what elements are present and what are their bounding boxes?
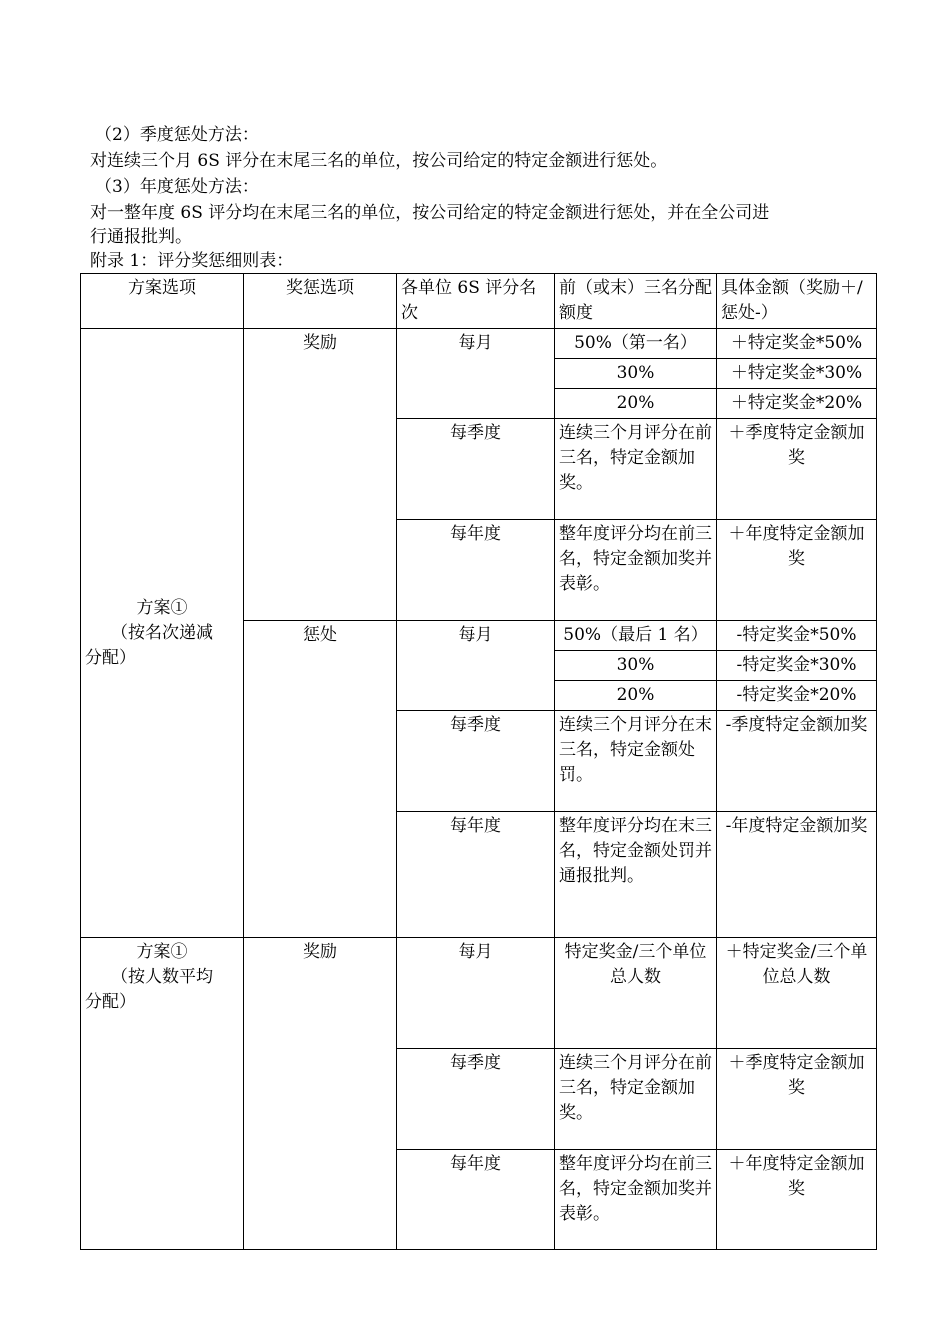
rules-table: [80, 273, 877, 1250]
table-header-row: [81, 274, 877, 329]
penalty-label: 惩处: [244, 621, 397, 938]
amount-cell: -特定奖金*30%: [717, 651, 877, 681]
amount-cell: -特定奖金*50%: [717, 621, 877, 651]
plan1-desc-2: 分配）: [85, 647, 136, 668]
yearly-label: 每年度: [397, 812, 555, 938]
paragraph-yearly-1: 对一整年度 6S 评分均在末尾三名的单位，按公司给定的特定金额进行惩处，并在全公司进: [90, 203, 770, 223]
monthly-label: 每月: [397, 938, 555, 1049]
amount-cell: ＋年度特定金额加奖: [717, 1150, 877, 1250]
header-share: 前（或末）三名分配额度: [555, 274, 717, 329]
share-cell: 整年度评分均在前三名，特定金额加奖并表彰。: [555, 1150, 717, 1250]
yearly-label: 每年度: [397, 520, 555, 621]
section-heading-quarterly: （2）季度惩处方法：: [95, 125, 259, 145]
amount-cell: ＋特定奖金*20%: [717, 389, 877, 419]
share-cell: 整年度评分均在前三名，特定金额加奖并表彰。: [555, 520, 717, 621]
header-amount: 具体金额（奖励＋/惩处-）: [717, 274, 877, 329]
plan2-cell: [81, 938, 244, 1250]
monthly-label: 每月: [397, 329, 555, 419]
yearly-label: 每年度: [397, 1150, 555, 1250]
paragraph-yearly-2: 行通报批判。: [90, 227, 192, 247]
amount-cell: -特定奖金*20%: [717, 681, 877, 711]
share-cell: 30%: [555, 651, 717, 681]
share-cell: 连续三个月评分在前三名，特定金额加奖。: [555, 1049, 717, 1150]
table-row: [81, 329, 877, 359]
table-row: [81, 938, 877, 1049]
plan2-desc-1: （按人数平均: [111, 967, 213, 987]
plan2-desc-2: 分配）: [85, 992, 136, 1012]
header-rank: 各单位 6S 评分名次: [397, 274, 555, 329]
amount-cell: -年度特定金额加奖: [717, 812, 877, 938]
share-cell: 30%: [555, 359, 717, 389]
header-type: 奖惩选项: [244, 274, 397, 329]
plan1-title: 方案①: [136, 597, 188, 618]
header-plan: 方案选项: [81, 274, 244, 329]
amount-cell: ＋特定奖金*50%: [717, 329, 877, 359]
share-cell: 连续三个月评分在末三名，特定金额处罚。: [555, 711, 717, 812]
amount-cell: -季度特定金额加奖: [717, 711, 877, 812]
share-cell: 50%（最后 1 名）: [555, 621, 717, 651]
share-cell: 连续三个月评分在前三名，特定金额加奖。: [555, 419, 717, 520]
monthly-label: 每月: [397, 621, 555, 711]
quarterly-label: 每季度: [397, 419, 555, 520]
section-heading-yearly: （3）年度惩处方法：: [95, 177, 259, 197]
plan2-title: 方案①: [136, 942, 188, 962]
amount-cell: ＋特定奖金*30%: [717, 359, 877, 389]
reward-label: 奖励: [244, 329, 397, 621]
quarterly-label: 每季度: [397, 711, 555, 812]
appendix-title: 附录 1：评分奖惩细则表：: [90, 251, 294, 271]
share-cell: 整年度评分均在末三名，特定金额处罚并通报批判。: [555, 812, 717, 938]
plan1-desc-1: （按名次递减: [111, 622, 213, 643]
amount-cell: ＋年度特定金额加奖: [717, 520, 877, 621]
share-cell: 20%: [555, 389, 717, 419]
amount-cell: ＋季度特定金额加奖: [717, 419, 877, 520]
paragraph-quarterly: 对连续三个月 6S 评分在末尾三名的单位，按公司给定的特定金额进行惩处。: [90, 151, 668, 171]
share-cell: 50%（第一名）: [555, 329, 717, 359]
reward-label: 奖励: [244, 938, 397, 1250]
plan1-cell: [81, 329, 244, 938]
share-cell: 20%: [555, 681, 717, 711]
amount-cell: ＋季度特定金额加奖: [717, 1049, 877, 1150]
amount-cell: ＋特定奖金/三个单位总人数: [717, 938, 877, 1049]
quarterly-label: 每季度: [397, 1049, 555, 1150]
share-cell: 特定奖金/三个单位总人数: [555, 938, 717, 1049]
